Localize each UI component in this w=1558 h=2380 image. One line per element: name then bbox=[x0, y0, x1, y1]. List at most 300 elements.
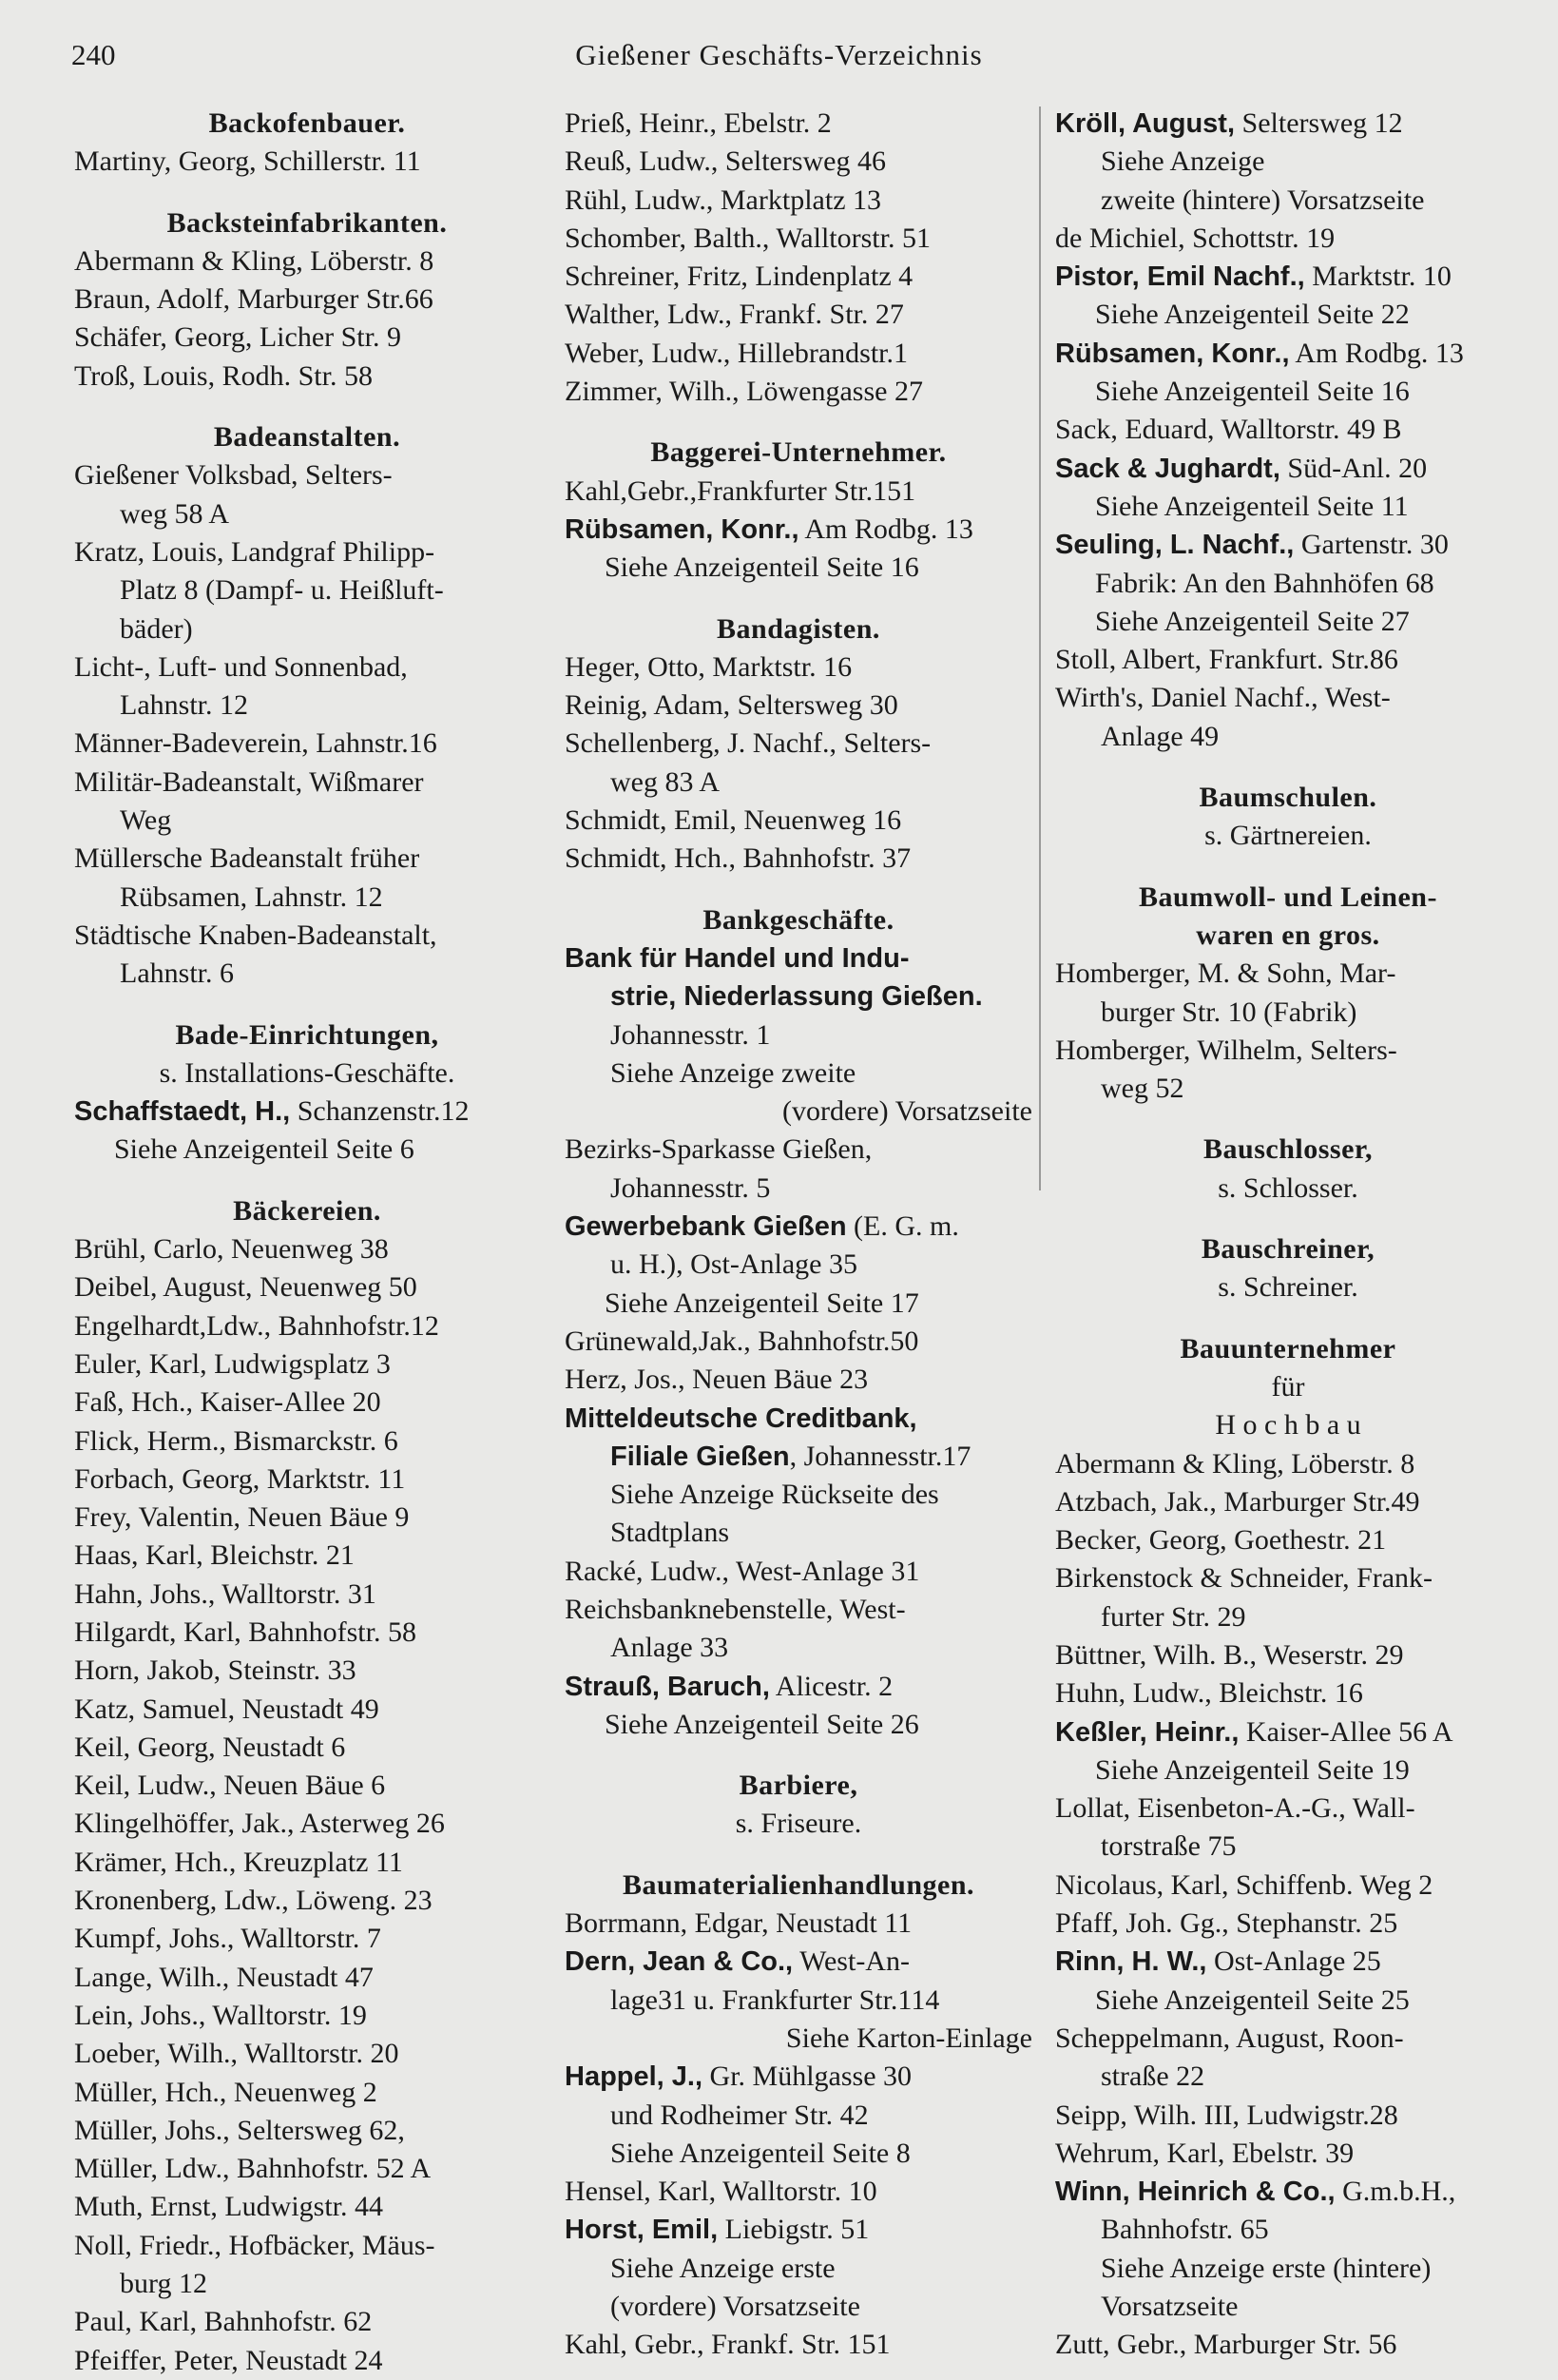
directory-entry bbox=[1055, 1790, 1521, 1828]
directory-entry bbox=[565, 1400, 1032, 1438]
line-text: Bankgeschäfte. bbox=[702, 903, 894, 936]
line-text: s. Installations-Geschäfte. bbox=[159, 1056, 455, 1089]
entry-name-bold: Keßler, Heinr., bbox=[1055, 1716, 1240, 1748]
line-text: Anlage 49 bbox=[1101, 720, 1220, 752]
line-text: Gießener Volksbad, Selters- bbox=[74, 459, 393, 492]
line-text: Troß, Louis, Rodh. Str. 58 bbox=[74, 359, 373, 392]
line-text: Birkenstock & Schneider, Frank- bbox=[1055, 1562, 1433, 1595]
directory-entry bbox=[74, 2035, 540, 2073]
entry-name-bold: Filiale Gießen bbox=[610, 1441, 790, 1472]
entry-continuation bbox=[565, 1438, 1032, 1476]
entry-name-bold: Happel, J., bbox=[565, 2061, 703, 2093]
line-text: Johannesstr. 1 bbox=[610, 1018, 771, 1051]
entry-note bbox=[1055, 296, 1521, 334]
line-text: Liebigstr. 51 bbox=[718, 2214, 870, 2246]
line-text: Kronenberg, Ldw., Löweng. 23 bbox=[74, 1885, 433, 1917]
directory-entry bbox=[1055, 1636, 1521, 1674]
directory-entry bbox=[565, 1591, 1032, 1629]
directory-entry bbox=[565, 725, 1032, 763]
line-text: s. Schlosser. bbox=[1218, 1171, 1358, 1204]
entry-note bbox=[1055, 1982, 1521, 2020]
column-divider bbox=[1039, 106, 1041, 1190]
line-text: für bbox=[1271, 1370, 1305, 1403]
line-text: Wehrum, Karl, Ebelstr. 39 bbox=[1055, 2137, 1355, 2169]
line-text: Hensel, Karl, Walltorstr. 10 bbox=[565, 2176, 877, 2208]
section-heading bbox=[565, 610, 1032, 648]
line-text: Badeanstalten. bbox=[213, 421, 401, 454]
line-text: Weg bbox=[120, 804, 172, 837]
directory-entry bbox=[1055, 1674, 1521, 1712]
line-text: H o c h b a u bbox=[1215, 1409, 1361, 1442]
line-text: Süd-Anl. 20 bbox=[1279, 452, 1428, 484]
directory-entry bbox=[74, 1230, 540, 1268]
line-text: Schellenberg, J. Nachf., Selters- bbox=[565, 727, 932, 760]
directory-entry bbox=[565, 1361, 1032, 1399]
line-text: Euler, Karl, Ludwigsplatz 3 bbox=[74, 1347, 391, 1380]
line-text: Ost-Anlage 25 bbox=[1206, 1945, 1381, 1978]
line-text: Heger, Otto, Marktstr. 16 bbox=[565, 650, 853, 683]
entry-continuation bbox=[565, 764, 1032, 802]
line-text: Borrmann, Edgar, Neustadt 11 bbox=[565, 1907, 913, 1940]
entry-name-bold: Rinn, H. W., bbox=[1055, 1946, 1207, 1978]
line-text: Katz, Samuel, Neustadt 49 bbox=[74, 1693, 379, 1725]
directory-entry bbox=[1055, 1867, 1521, 1905]
line-text: straße 22 bbox=[1101, 2061, 1205, 2093]
entry-continuation bbox=[1055, 182, 1521, 220]
directory-entry bbox=[74, 2074, 540, 2112]
entry-continuation bbox=[74, 495, 540, 533]
directory-entry bbox=[1055, 258, 1521, 296]
entry-continuation bbox=[565, 1055, 1032, 1093]
entry-name-bold: Strauß, Baruch, bbox=[565, 1671, 770, 1702]
cross-reference bbox=[1055, 1368, 1521, 1406]
directory-entry bbox=[565, 220, 1032, 258]
entry-name-bold: strie, Niederlassung Gießen. bbox=[610, 981, 983, 1013]
section-heading bbox=[565, 434, 1032, 472]
directory-entry bbox=[1055, 335, 1521, 373]
directory-entry bbox=[74, 1920, 540, 1958]
line-text: Pfeiffer, Peter, Neustadt 24 bbox=[74, 2344, 383, 2376]
line-text: weg 52 bbox=[1101, 1073, 1184, 1105]
line-text: Rübsamen, Lahnstr. 12 bbox=[120, 880, 383, 913]
line-text: s. Gärtnereien. bbox=[1204, 820, 1372, 852]
cross-reference bbox=[1055, 1268, 1521, 1306]
directory-entry bbox=[565, 373, 1032, 411]
line-text: Lahnstr. 6 bbox=[120, 958, 234, 990]
line-text: Baumschulen. bbox=[1199, 782, 1377, 814]
directory-entry bbox=[74, 648, 540, 687]
line-text: Johannesstr. 5 bbox=[610, 1171, 771, 1204]
entry-continuation bbox=[1055, 2288, 1521, 2326]
entry-continuation bbox=[565, 1514, 1032, 1552]
entry-name-bold: Pistor, Emil Nachf., bbox=[1055, 261, 1305, 293]
line-text: de Michiel, Schottstr. 19 bbox=[1055, 222, 1336, 254]
line-text: Siehe Anzeigenteil Seite 17 bbox=[605, 1287, 919, 1319]
directory-entry bbox=[74, 1652, 540, 1690]
section-heading bbox=[74, 418, 540, 456]
line-text: Vorsatzseite bbox=[1101, 2291, 1239, 2323]
entry-note bbox=[565, 1706, 1032, 1744]
entry-name-bold: Rübsamen, Konr., bbox=[1055, 338, 1290, 369]
directory-entry bbox=[565, 687, 1032, 725]
directory-entry bbox=[1055, 411, 1521, 449]
entry-continuation bbox=[565, 2250, 1032, 2288]
line-text: Abermann & Kling, Löberstr. 8 bbox=[1055, 1447, 1415, 1480]
directory-entry bbox=[565, 1905, 1032, 1943]
line-text: Bauunternehmer bbox=[1180, 1332, 1396, 1364]
directory-entry bbox=[1055, 2135, 1521, 2173]
directory-entry bbox=[74, 1844, 540, 1882]
entry-continuation bbox=[74, 687, 540, 725]
section-heading bbox=[1055, 1230, 1521, 1268]
directory-entry bbox=[565, 2326, 1032, 2364]
directory-entry bbox=[565, 511, 1032, 549]
line-text: (vordere) Vorsatzseite bbox=[610, 2291, 860, 2323]
section-heading bbox=[1055, 1131, 1521, 1169]
column-middle bbox=[565, 105, 1032, 2365]
line-text: Rühl, Ludw., Marktplatz 13 bbox=[565, 184, 882, 216]
directory-entry bbox=[1055, 2097, 1521, 2135]
directory-entry bbox=[1055, 955, 1521, 993]
line-text: Lollat, Eisenbeton-A.-G., Wall- bbox=[1055, 1792, 1415, 1825]
line-text: Bauschlosser, bbox=[1203, 1133, 1373, 1166]
entry-name-bold: Bank für Handel und Indu- bbox=[565, 942, 910, 974]
directory-entry bbox=[565, 105, 1032, 143]
directory-entry bbox=[74, 242, 540, 281]
line-text: Paul, Karl, Bahnhofstr. 62 bbox=[74, 2306, 373, 2338]
directory-entry bbox=[565, 2058, 1032, 2096]
line-text: Siehe Anzeigenteil Seite 26 bbox=[605, 1708, 919, 1740]
line-text: Lahnstr. 12 bbox=[120, 689, 248, 722]
directory-entry bbox=[1055, 1521, 1521, 1559]
page-number: 240 bbox=[71, 38, 116, 71]
line-text: Bade-Einrichtungen, bbox=[175, 1018, 439, 1051]
line-text: Lein, Johs., Walltorstr. 19 bbox=[74, 1999, 367, 2031]
column-right bbox=[1055, 105, 1521, 2365]
line-text: weg 83 A bbox=[610, 765, 720, 798]
entry-continuation bbox=[565, 2097, 1032, 2135]
directory-entry bbox=[1055, 1559, 1521, 1597]
directory-entry bbox=[565, 648, 1032, 687]
line-text: (vordere) Vorsatzseite bbox=[782, 1095, 1032, 1128]
directory-entry bbox=[74, 725, 540, 763]
entry-name-bold: Kröll, August, bbox=[1055, 108, 1236, 139]
line-text: Männer-Badeverein, Lahnstr.16 bbox=[74, 727, 437, 760]
entry-note bbox=[565, 1285, 1032, 1323]
line-text: Loeber, Wilh., Walltorstr. 20 bbox=[74, 2038, 399, 2070]
line-text: Racké, Ludw., West-Anlage 31 bbox=[565, 1555, 920, 1587]
directory-entry bbox=[74, 1461, 540, 1499]
line-text: Siehe Anzeigenteil Seite 27 bbox=[1095, 605, 1410, 637]
directory-entry bbox=[74, 1576, 540, 1614]
line-text: Alicestr. 2 bbox=[769, 1670, 894, 1702]
entry-continuation bbox=[565, 2288, 1032, 2326]
cross-reference bbox=[1055, 817, 1521, 855]
line-text: furter Str. 29 bbox=[1101, 1600, 1246, 1633]
directory-entry bbox=[565, 2173, 1032, 2211]
line-text: Siehe Anzeige erste (hintere) bbox=[1101, 2252, 1432, 2284]
line-text: Gr. Mühlgasse 30 bbox=[702, 2061, 913, 2093]
line-text: Platz 8 (Dampf- u. Heißluft- bbox=[120, 574, 444, 607]
line-text: bäder) bbox=[120, 612, 193, 645]
line-text: Müller, Hch., Neuenweg 2 bbox=[74, 2076, 377, 2108]
section-heading bbox=[74, 1192, 540, 1230]
line-text: Abermann & Kling, Löberstr. 8 bbox=[74, 244, 434, 277]
line-text: Schäfer, Georg, Licher Str. 9 bbox=[74, 321, 401, 354]
directory-entry bbox=[565, 1668, 1032, 1706]
directory-entry bbox=[74, 1767, 540, 1805]
line-text: , Johannesstr.17 bbox=[789, 1440, 971, 1472]
line-text: Am Rodbg. 13 bbox=[798, 513, 973, 545]
directory-entry bbox=[565, 1323, 1032, 1361]
line-text: Stadtplans bbox=[610, 1517, 729, 1549]
line-text: Kumpf, Johs., Walltorstr. 7 bbox=[74, 1923, 381, 1955]
line-text: Siehe Anzeige bbox=[1101, 145, 1265, 178]
entry-continuation bbox=[565, 1016, 1032, 1055]
line-text: Noll, Friedr., Hofbäcker, Mäus- bbox=[74, 2229, 435, 2261]
directory-entry bbox=[565, 802, 1032, 840]
line-text: Baumwoll- und Leinen- bbox=[1139, 880, 1437, 913]
line-text: zweite (hintere) Vorsatzseite bbox=[1101, 184, 1425, 216]
directory-entry bbox=[1055, 2326, 1521, 2364]
section-heading bbox=[565, 901, 1032, 939]
directory-entry bbox=[565, 840, 1032, 878]
line-text: und Rodheimer Str. 42 bbox=[610, 2099, 869, 2131]
directory-entry bbox=[1055, 641, 1521, 679]
line-text: Müller, Ldw., Bahnhofstr. 52 A bbox=[74, 2153, 432, 2185]
directory-entry bbox=[1055, 2173, 1521, 2211]
entry-continuation bbox=[1055, 1070, 1521, 1108]
entry-continuation bbox=[1055, 994, 1521, 1032]
entry-name-bold: Seuling, L. Nachf., bbox=[1055, 530, 1295, 561]
entry-note bbox=[565, 549, 1032, 587]
directory-entry bbox=[1055, 1032, 1521, 1070]
entry-continuation bbox=[1055, 1598, 1521, 1636]
line-text: Reinig, Adam, Seltersweg 30 bbox=[565, 689, 898, 722]
directory-entry bbox=[1055, 220, 1521, 258]
directory-entry bbox=[74, 2112, 540, 2150]
line-text: Seipp, Wilh. III, Ludwigstr.28 bbox=[1055, 2099, 1398, 2131]
entry-continuation bbox=[565, 1170, 1032, 1208]
line-text: Braun, Adolf, Marburger Str.66 bbox=[74, 283, 433, 316]
directory-entry bbox=[565, 1208, 1032, 1246]
line-text: Baumaterialienhandlungen. bbox=[622, 1868, 975, 1901]
directory-entry bbox=[1055, 679, 1521, 717]
line-text: Bäckereien. bbox=[233, 1194, 381, 1227]
line-text: Scheppelmann, August, Roon- bbox=[1055, 2022, 1404, 2054]
line-text: Muth, Ernst, Ludwigstr. 44 bbox=[74, 2191, 384, 2223]
entry-name-bold: Horst, Emil, bbox=[565, 2215, 719, 2246]
directory-entry bbox=[74, 1093, 540, 1131]
line-text: Barbiere, bbox=[739, 1770, 858, 1802]
line-text: Am Rodbg. 13 bbox=[1289, 337, 1464, 369]
line-text: Müller, Johs., Seltersweg 62, bbox=[74, 2114, 405, 2146]
line-text: Grünewald,Jak., Bahnhofstr.50 bbox=[565, 1325, 919, 1357]
directory-entry bbox=[565, 1943, 1032, 1981]
directory-entry bbox=[74, 1729, 540, 1767]
entry-note bbox=[1055, 488, 1521, 526]
entry-continuation bbox=[74, 610, 540, 648]
line-text: Licht-, Luft- und Sonnenbad, bbox=[74, 650, 408, 683]
section-heading bbox=[565, 1767, 1032, 1805]
directory-entry bbox=[1055, 2020, 1521, 2058]
entry-continuation bbox=[1055, 2211, 1521, 2249]
line-text: Kratz, Louis, Landgraf Philipp- bbox=[74, 535, 435, 568]
cross-reference bbox=[1055, 1406, 1521, 1444]
entry-continuation bbox=[1055, 1828, 1521, 1866]
directory-entry bbox=[74, 1691, 540, 1729]
entry-continuation bbox=[1055, 2250, 1521, 2288]
line-text: Weber, Ludw., Hillebrandstr.1 bbox=[565, 337, 909, 369]
line-text: Siehe Anzeigenteil Seite 16 bbox=[1095, 376, 1410, 408]
line-text: Keil, Ludw., Neuen Bäue 6 bbox=[74, 1770, 386, 1802]
line-text: burger Str. 10 (Fabrik) bbox=[1101, 996, 1357, 1028]
line-text: Frey, Valentin, Neuen Bäue 9 bbox=[74, 1501, 410, 1534]
line-text: Backsteinfabrikanten. bbox=[166, 206, 448, 239]
line-text: u. H.), Ost-Anlage 35 bbox=[610, 1248, 857, 1281]
entry-continuation bbox=[565, 1629, 1032, 1667]
directory-entry bbox=[1055, 105, 1521, 143]
line-text: Martiny, Georg, Schillerstr. 11 bbox=[74, 145, 421, 178]
entry-name-bold: Dern, Jean & Co., bbox=[565, 1946, 794, 1978]
line-text: Bahnhofstr. 65 bbox=[1101, 2214, 1269, 2246]
directory-entry bbox=[565, 939, 1032, 977]
directory-entry bbox=[74, 358, 540, 396]
directory-entry bbox=[74, 1537, 540, 1575]
line-text: Fabrik: An den Bahnhöfen 68 bbox=[1095, 567, 1434, 599]
line-text: Haas, Karl, Bleichstr. 21 bbox=[74, 1539, 355, 1572]
section-heading bbox=[74, 204, 540, 242]
entry-continuation bbox=[565, 977, 1032, 1016]
line-text: Reuß, Ludw., Seltersweg 46 bbox=[565, 145, 886, 178]
line-text: Faß, Hch., Kaiser-Allee 20 bbox=[74, 1386, 381, 1419]
line-text: Seltersweg 12 bbox=[1235, 107, 1403, 139]
line-text: Kahl,Gebr.,Frankfurter Str.151 bbox=[565, 474, 916, 507]
entry-name-bold: Rübsamen, Konr., bbox=[565, 513, 799, 545]
directory-entry bbox=[1055, 1483, 1521, 1521]
entry-continuation bbox=[74, 955, 540, 993]
directory-entry bbox=[565, 2211, 1032, 2249]
section-heading bbox=[1055, 879, 1521, 917]
line-text: Siehe Anzeige Rückseite des bbox=[610, 1479, 939, 1511]
directory-entry bbox=[74, 2188, 540, 2226]
cross-reference bbox=[1055, 1170, 1521, 1208]
directory-entry bbox=[74, 1614, 540, 1652]
line-text: Siehe Karton-Einlage bbox=[785, 2022, 1032, 2054]
section-heading bbox=[565, 1867, 1032, 1905]
entry-continuation bbox=[74, 2265, 540, 2303]
line-text: Müllersche Badeanstalt früher bbox=[74, 842, 420, 875]
line-text: Schanzenstr.12 bbox=[290, 1095, 470, 1128]
line-text: Stoll, Albert, Frankfurt. Str.86 bbox=[1055, 644, 1398, 676]
line-text: Krämer, Hch., Kreuzplatz 11 bbox=[74, 1846, 403, 1878]
line-text: Siehe Anzeigenteil Seite 11 bbox=[1095, 490, 1409, 522]
directory-entry bbox=[74, 2150, 540, 2188]
line-text: burg 12 bbox=[120, 2268, 207, 2300]
line-text: Hilgardt, Karl, Bahnhofstr. 58 bbox=[74, 1616, 416, 1648]
line-text: Siehe Anzeige zweite bbox=[610, 1056, 856, 1089]
directory-entry bbox=[1055, 1445, 1521, 1483]
line-text: Büttner, Wilh. B., Weserstr. 29 bbox=[1055, 1638, 1404, 1671]
directory-entry bbox=[74, 1268, 540, 1306]
line-text: Städtische Knaben-Badeanstalt, bbox=[74, 919, 437, 951]
line-text: Atzbach, Jak., Marburger Str.49 bbox=[1055, 1485, 1420, 1518]
directory-entry bbox=[1055, 1905, 1521, 1943]
entry-continuation bbox=[565, 2135, 1032, 2173]
line-text: Becker, Georg, Goethestr. 21 bbox=[1055, 1524, 1387, 1557]
entry-name-bold: Winn, Heinrich & Co., bbox=[1055, 2177, 1336, 2208]
entry-continuation bbox=[565, 1982, 1032, 2020]
directory-entry bbox=[74, 1499, 540, 1537]
line-text: Wirth's, Daniel Nachf., West- bbox=[1055, 682, 1391, 714]
line-text: Marktstr. 10 bbox=[1304, 261, 1452, 293]
directory-entry bbox=[565, 473, 1032, 511]
line-text: Siehe Anzeigenteil Seite 25 bbox=[1095, 1983, 1410, 2016]
entry-continuation bbox=[74, 571, 540, 610]
line-text: lage31 u. Frankfurter Str.114 bbox=[610, 1983, 940, 2016]
line-text: Sack, Eduard, Walltorstr. 49 B bbox=[1055, 414, 1402, 446]
line-text: Zutt, Gebr., Marburger Str. 56 bbox=[1055, 2329, 1397, 2361]
directory-entry bbox=[74, 1805, 540, 1843]
line-text: Keil, Georg, Neustadt 6 bbox=[74, 1731, 346, 1763]
directory-entry bbox=[74, 764, 540, 802]
section-heading bbox=[74, 1016, 540, 1055]
section-heading bbox=[1055, 779, 1521, 817]
line-text: Pfaff, Joh. Gg., Stephanstr. 25 bbox=[1055, 1907, 1398, 1940]
line-text: Siehe Anzeigenteil Seite 22 bbox=[1095, 299, 1410, 331]
directory-entry bbox=[74, 840, 540, 878]
line-text: Schomber, Balth., Walltorstr. 51 bbox=[565, 222, 931, 254]
line-text: Lange, Wilh., Neustadt 47 bbox=[74, 1961, 374, 1993]
entry-continuation bbox=[565, 1476, 1032, 1514]
directory-entry bbox=[1055, 1713, 1521, 1751]
directory-entry bbox=[565, 182, 1032, 220]
entry-name-bold: Schaffstaedt, H., bbox=[74, 1096, 291, 1128]
line-text: s. Friseure. bbox=[735, 1808, 862, 1840]
directory-entry bbox=[74, 1383, 540, 1422]
entry-continuation bbox=[1055, 143, 1521, 181]
entry-note bbox=[1055, 1751, 1521, 1790]
line-text: Homberger, M. & Sohn, Mar- bbox=[1055, 958, 1396, 990]
directory-entry bbox=[74, 143, 540, 181]
line-text: Zimmer, Wilh., Löwengasse 27 bbox=[565, 376, 923, 408]
directory-entry bbox=[565, 1553, 1032, 1591]
entry-continuation bbox=[565, 1246, 1032, 1284]
entry-continuation bbox=[1055, 2058, 1521, 2096]
cross-reference bbox=[565, 1805, 1032, 1843]
column-left bbox=[74, 105, 540, 2380]
entry-continuation bbox=[565, 1093, 1032, 1131]
directory-entry bbox=[74, 533, 540, 571]
line-text: Deibel, August, Neuenweg 50 bbox=[74, 1271, 417, 1304]
line-text: Baggerei-Unternehmer. bbox=[650, 436, 947, 469]
directory-entry bbox=[74, 456, 540, 494]
line-text: torstraße 75 bbox=[1101, 1830, 1237, 1863]
running-header-title: Gießener Geschäfts-Verzeichnis bbox=[575, 38, 983, 71]
entry-name-bold: Gewerbebank Gießen bbox=[565, 1211, 847, 1243]
line-text: West-An- bbox=[793, 1945, 910, 1978]
line-text: weg 58 A bbox=[120, 497, 229, 530]
directory-entry bbox=[74, 1345, 540, 1383]
line-text: Schreiner, Fritz, Lindenplatz 4 bbox=[565, 261, 914, 293]
line-text: Siehe Anzeigenteil Seite 19 bbox=[1095, 1753, 1410, 1786]
directory-entry bbox=[1055, 1943, 1521, 1981]
section-heading bbox=[74, 105, 540, 143]
line-text: Prieß, Heinr., Ebelstr. 2 bbox=[565, 107, 832, 139]
section-heading bbox=[1055, 917, 1521, 955]
entry-note bbox=[1055, 565, 1521, 603]
line-text: Schmidt, Hch., Bahnhofstr. 37 bbox=[565, 842, 912, 875]
